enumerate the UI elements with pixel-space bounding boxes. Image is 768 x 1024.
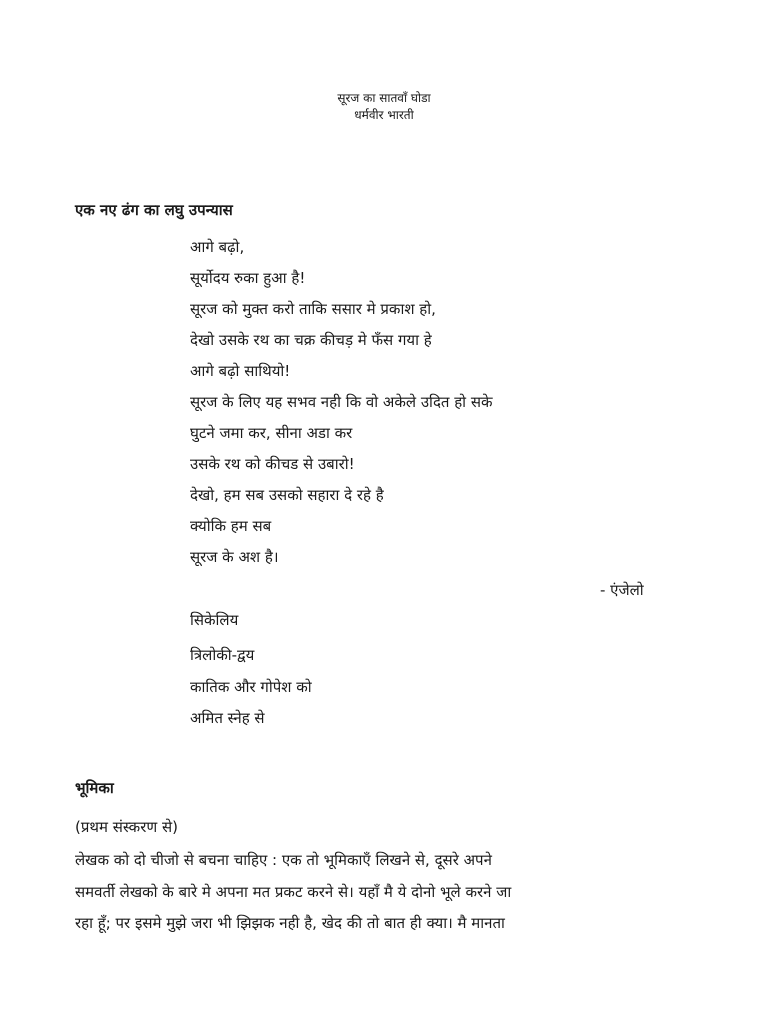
book-title: सूरज का सातवाँ घोडा: [337, 91, 431, 105]
paragraph-line: रहा हूँ; पर इसमे मुझे जरा भी झिझक नही है, खेद की तो बात ही क्या। मै मानता: [75, 914, 505, 932]
poem-line: उसके रथ को कीचड से उबारो!: [190, 455, 355, 473]
poem-line: क्योकि हम सब: [190, 517, 272, 535]
book-author: धर्मवीर भारती: [354, 108, 414, 122]
poem-line: सूर्योदय रुका हुआ है!: [190, 269, 306, 287]
poem-line: सूरज के लिए यह सभव नही कि वो अकेले उदित हो सके: [190, 393, 493, 411]
poem-line: सूरज के अश है।: [190, 548, 279, 566]
section-heading: एक नए ढंग का लघु उपन्यास: [75, 201, 233, 219]
poem-line: देखो, हम सब उसको सहारा दे रहे है: [190, 486, 384, 504]
dedication-line: त्रिलोकी-द्वय: [190, 646, 255, 664]
preface-subheading: (प्रथम संस्करण से): [75, 818, 178, 836]
preface-heading: भूमिका: [75, 779, 114, 797]
paragraph-line: समवर्ती लेखको के बारे मे अपना मत प्रकट करने से। यहाँ मै ये दोनो भूले करने जा: [75, 883, 512, 901]
poem-line: घुटने जमा कर, सीना अडा कर: [190, 424, 353, 442]
poem-line: देखो उसके रथ का चक्र कीचड़ मे फँस गया हे: [190, 331, 432, 349]
poem-attribution: - एंजेलो: [600, 581, 644, 599]
dedication-line: अमित स्नेह से: [190, 709, 265, 727]
dedication-line: सिकेलिय: [190, 611, 239, 629]
poem-line: आगे बढ़ो साथियो!: [190, 362, 291, 380]
dedication-line: कातिक और गोपेश को: [190, 678, 312, 696]
poem-line: सूरज को मुक्त करो ताकि ससार मे प्रकाश हो,: [190, 300, 436, 318]
poem-line: आगे बढ़ो,: [190, 238, 245, 256]
paragraph-line: लेखक को दो चीजो से बचना चाहिए : एक तो भूमिकाएँ लिखने से, दूसरे अपने: [75, 851, 492, 869]
